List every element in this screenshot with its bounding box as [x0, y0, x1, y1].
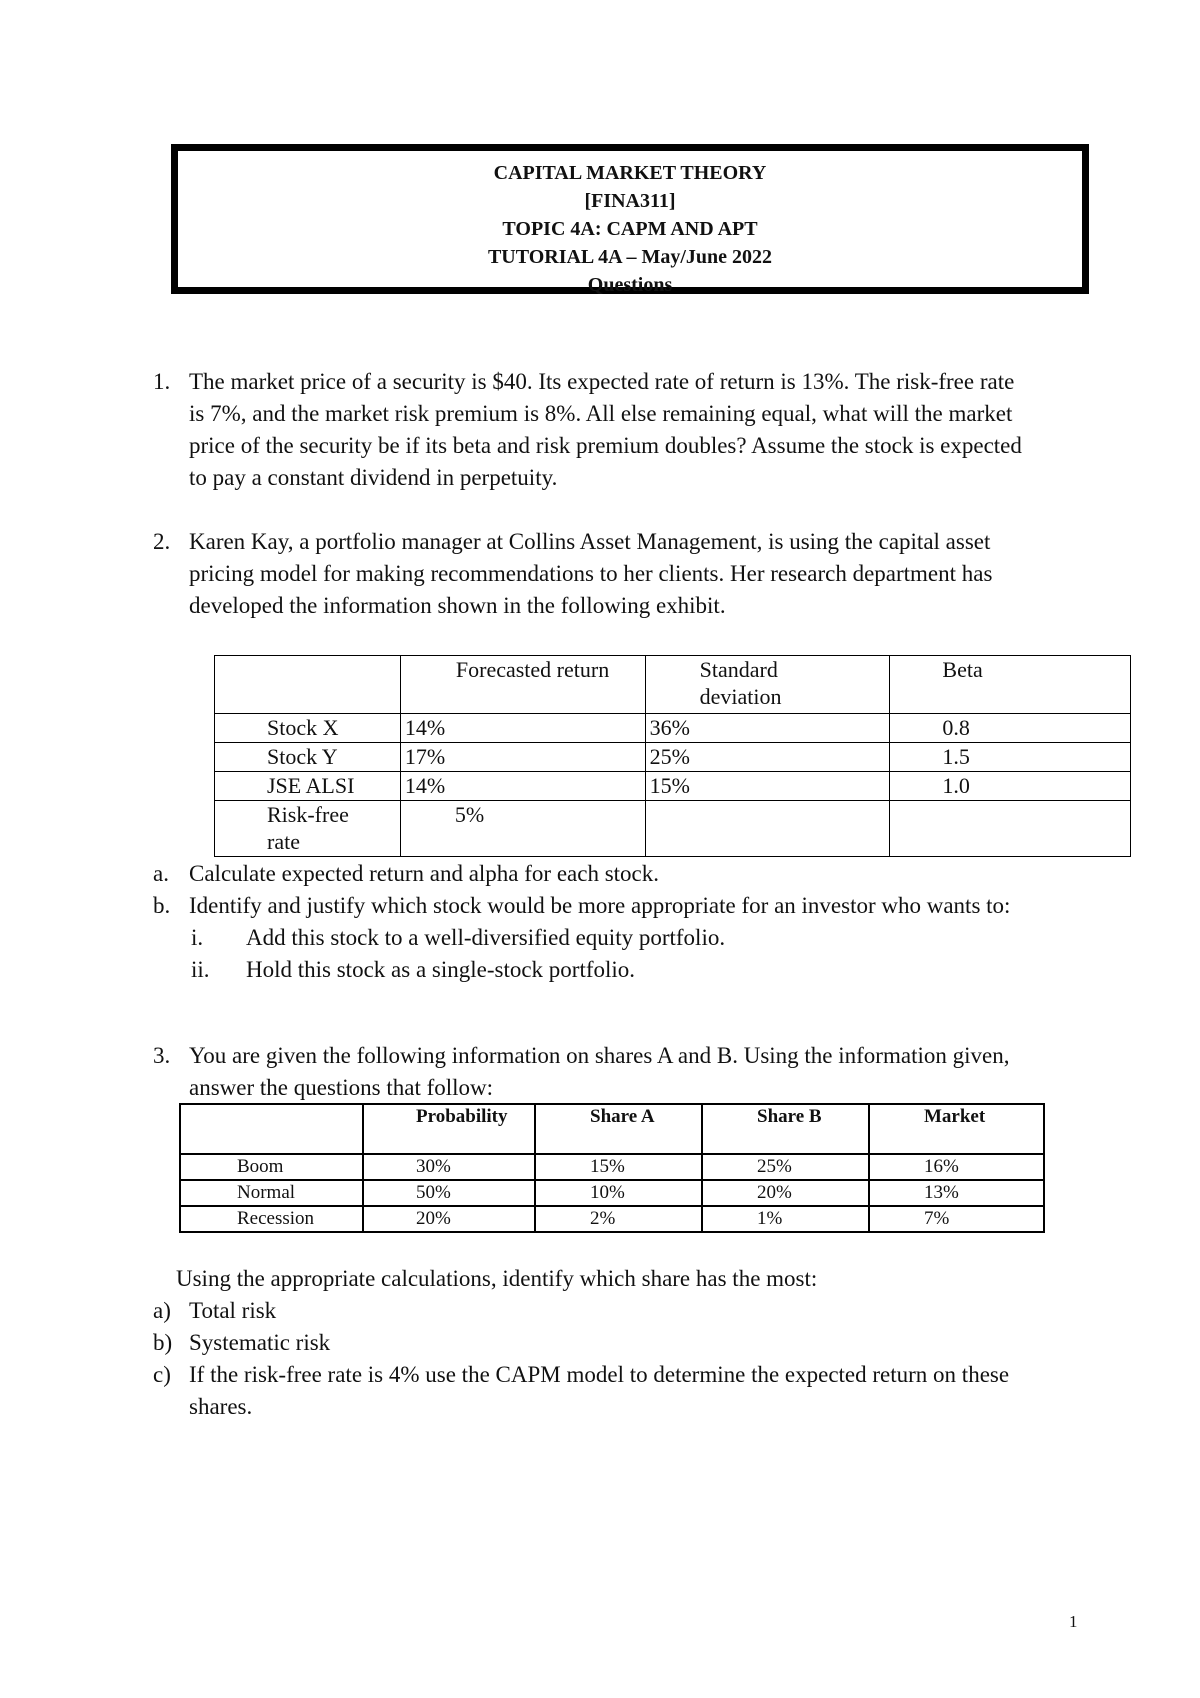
title-box	[171, 144, 1089, 294]
q1-number: 1.	[153, 369, 171, 394]
header-cell	[363, 1104, 535, 1154]
table-cell: 20%	[702, 1180, 869, 1206]
table-cell: 50%	[363, 1180, 535, 1206]
table-cell: Stock Y	[215, 743, 401, 772]
table-cell: 1.0	[890, 772, 1131, 801]
table-cell: JSE ALSI	[215, 772, 401, 801]
table-header-row	[215, 656, 1131, 714]
header-cell	[180, 1104, 363, 1154]
table-row	[180, 1206, 1044, 1232]
header-cell: Share A	[535, 1104, 702, 1154]
table-cell: 2%	[535, 1206, 702, 1232]
q3-number: 3.	[153, 1043, 171, 1068]
table-cell: Stock X	[215, 714, 401, 743]
table-cell: 36%	[645, 714, 890, 743]
probability-header: Probability	[416, 1106, 508, 1127]
table-row	[215, 801, 1131, 857]
table-cell: 13%	[869, 1180, 1044, 1206]
table-row	[215, 714, 1131, 743]
course-code: [FINA311]	[584, 190, 676, 212]
table-cell	[215, 801, 401, 857]
course-title: CAPITAL MARKET THEORY	[493, 162, 767, 184]
topic-title: TOPIC 4A: CAPM AND APT	[502, 218, 758, 240]
q2-line: pricing model for making recommendations to her clients. Her research department has	[189, 561, 993, 586]
risk-free-label: Risk-free rate	[267, 802, 349, 854]
table-cell: 1%	[702, 1206, 869, 1232]
q1-line: to pay a constant dividend in perpetuity.	[189, 465, 558, 490]
table-cell: Boom	[180, 1154, 363, 1180]
q2a-marker: a.	[153, 861, 169, 886]
table-cell: 25%	[702, 1154, 869, 1180]
q3-line: answer the questions that follow:	[189, 1075, 494, 1100]
q2bi-marker: i.	[191, 925, 204, 950]
table-cell: 20%	[363, 1206, 535, 1232]
table-cell: Recession	[180, 1206, 363, 1232]
table-cell: 17%	[400, 743, 645, 772]
header-cell	[215, 656, 401, 714]
table-cell: 16%	[869, 1154, 1044, 1180]
table-row	[180, 1154, 1044, 1180]
q3-line: You are given the following information on shares A and B. Using the information given,	[189, 1043, 1010, 1068]
q3c-text	[189, 1359, 1149, 1423]
q3b-marker: b)	[153, 1330, 173, 1355]
table-cell: Normal	[180, 1180, 363, 1206]
header-cell	[645, 656, 890, 714]
table-cell	[890, 801, 1131, 857]
header-cell: Market	[869, 1104, 1044, 1154]
q3c-line: shares.	[189, 1394, 253, 1419]
table-cell: 7%	[869, 1206, 1044, 1232]
table-cell: 15%	[535, 1154, 702, 1180]
table-cell: 0.8	[890, 714, 1131, 743]
header-cell: Beta	[890, 656, 1131, 714]
std-dev-header: Standard deviation	[699, 657, 782, 709]
exhibit-table	[214, 655, 1131, 857]
q3a-marker: a)	[153, 1298, 171, 1323]
table-row	[180, 1180, 1044, 1206]
questions-label: Questions	[587, 274, 673, 296]
page-number: 1	[1069, 1612, 1078, 1631]
q1-line: The market price of a security is $40. Its expected rate of return is 13%. The risk-free rate	[189, 369, 1015, 394]
q3a-text: Total risk	[189, 1298, 277, 1323]
table-cell: 1.5	[890, 743, 1131, 772]
header-cell: Forecasted return	[400, 656, 645, 714]
header-cell: Share B	[702, 1104, 869, 1154]
shares-table	[179, 1103, 1045, 1233]
q1-line: price of the security be if its beta and risk premium doubles? Assume the stock is expected	[189, 433, 1022, 458]
q1-line: is 7%, and the market risk premium is 8%. All else remaining equal, what will the market	[189, 401, 1013, 426]
q2bii-text: Hold this stock as a single-stock portfolio.	[246, 957, 636, 982]
table-cell: 25%	[645, 743, 890, 772]
q1-text	[189, 366, 1149, 494]
q3c-line: If the risk-free rate is 4% use the CAPM model to determine the expected return on these	[189, 1362, 1010, 1387]
q2-line: Karen Kay, a portfolio manager at Collins Asset Management, is using the capital asset	[189, 529, 991, 554]
q2-number: 2.	[153, 529, 171, 554]
table-cell: 10%	[535, 1180, 702, 1206]
table-row	[215, 772, 1131, 801]
table-row	[215, 743, 1131, 772]
q2a-text: Calculate expected return and alpha for each stock.	[189, 861, 659, 886]
q2bii-marker: ii.	[191, 957, 210, 982]
q2bi-text: Add this stock to a well-diversified equity portfolio.	[246, 925, 726, 950]
table-cell: 30%	[363, 1154, 535, 1180]
table-cell	[645, 801, 890, 857]
tutorial-title: TUTORIAL 4A – May/June 2022	[487, 246, 773, 268]
table-cell: 5%	[400, 801, 645, 857]
q2b-marker: b.	[153, 893, 171, 918]
q3-intro: Using the appropriate calculations, identify which share has the most:	[176, 1266, 818, 1291]
table-header-row	[180, 1104, 1044, 1154]
table-cell: 14%	[400, 714, 645, 743]
q2-text	[189, 526, 1149, 622]
q3c-marker: c)	[153, 1362, 171, 1387]
q3b-text: Systematic risk	[189, 1330, 331, 1355]
table-cell: 14%	[400, 772, 645, 801]
q3-text	[189, 1040, 1149, 1104]
table-cell: 15%	[645, 772, 890, 801]
q2b-text: Identify and justify which stock would be more appropriate for an investor who wants to:	[189, 893, 1011, 918]
q2-line: developed the information shown in the following exhibit.	[189, 593, 726, 618]
